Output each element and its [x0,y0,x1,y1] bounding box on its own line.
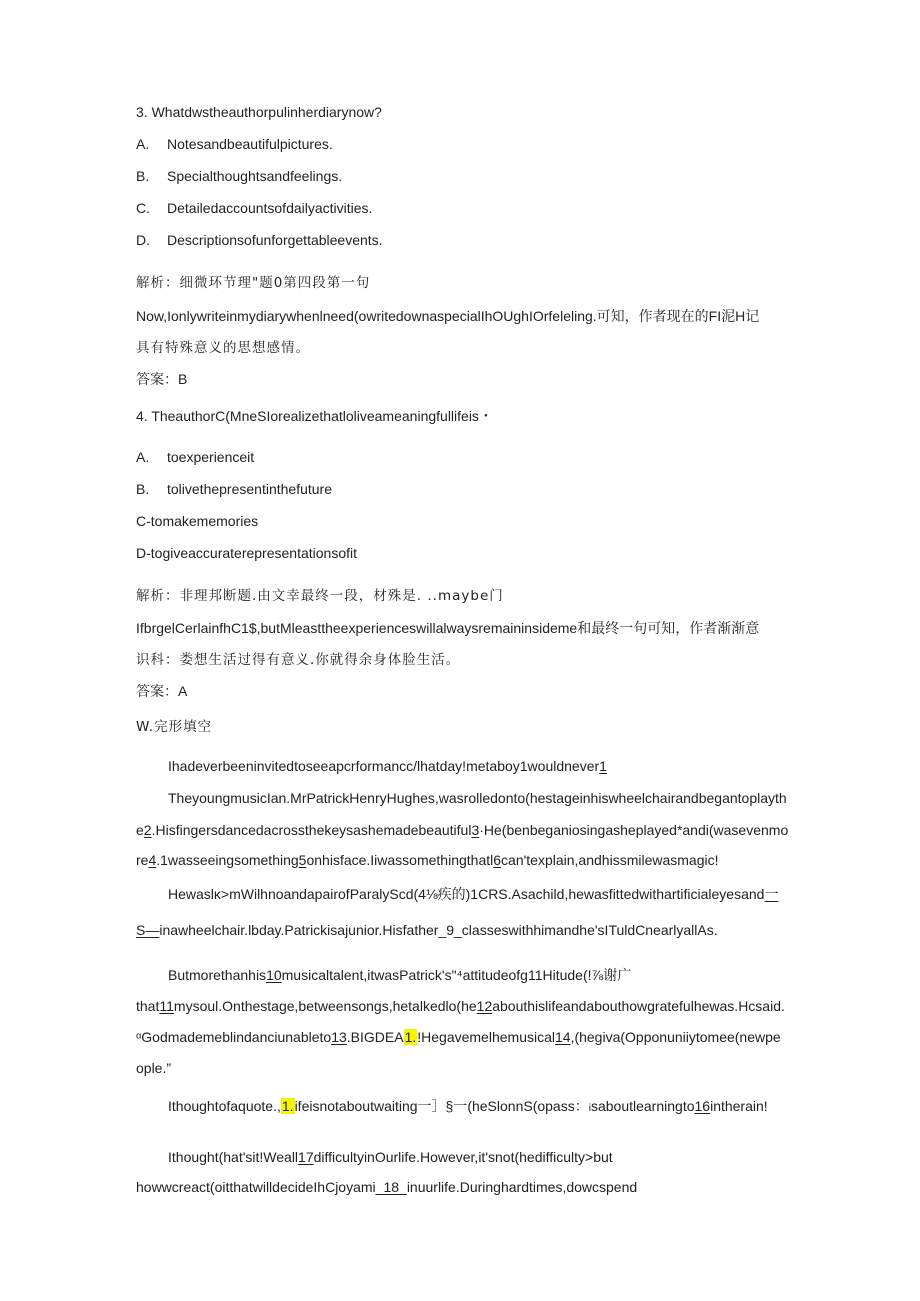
question-4-analysis-1: 解析：非理邦断题.由文幸最终一段，材殊是. ..maybe门 [136,588,504,604]
question-3-answer: 答案：B [136,371,188,387]
passage-text: Butmorethanhis [168,967,267,983]
question-3-option-b [136,167,342,185]
blank-7: 一 [764,886,779,902]
passage-line [168,1097,768,1118]
passage-line [136,1028,781,1046]
question-4-stem: 4. TheauthorC(MneSIorealizethatloliveameaningfullifeis・ [136,408,493,424]
passage-text: that [136,998,160,1014]
passage-text: Ihadeverbeeninvitedtoseeapcrformancc/lhatday!metaboy1wouldnever [168,758,600,774]
option-text: Specialthoughtsandfeelings. [167,168,343,184]
blank-11: 11 [159,998,174,1014]
question-4-option-d: D-togiveaccuraterepresentationsofit [136,545,358,561]
passage-text: TheyoungmusicIan.MrPatrickHenryHughes,wasrolledonto(hestageinhiswheelchairandbegantoplayth [168,790,787,806]
passage-text: e [136,822,144,838]
option-label: D. [136,232,150,248]
question-3-analysis-1: 解析：细微环节理"题0第四段第一句 [136,275,371,291]
passage-line [136,821,788,839]
question-3-stem: 3. Whatdwstheauthorpulinherdiarynow? [136,104,382,120]
blank-4: 4 [148,852,157,868]
option-text: tolivethepresentinthefuture [167,481,332,497]
question-4-option-c: C-tomakememories [136,513,259,529]
passage-text: intherain! [710,1098,768,1114]
passage-text: ·He(benbeganiosingasheplayed*andi(wasevenmo [479,822,789,838]
question-3-option-d [136,231,383,249]
question-3-analysis-3: 具有特殊意义的思想感情。 [136,340,310,356]
blank-1: 1 [599,758,607,774]
question-3-option-a [136,135,333,153]
passage-text: .Hisfingersdancedacrossthekeysashemadebeautiful [151,822,472,838]
passage-line [168,966,631,984]
blank-8: S— [136,922,160,938]
passage-line [136,851,719,869]
blank-12: 12 [476,998,493,1014]
passage-line [136,1059,171,1077]
question-4-option-a [136,448,254,466]
passage-text: ,(hegiva(Opponuniiytomee(newpe [570,1029,781,1045]
passage-text: inuurlife.Duringhardtimes,dowcspend [406,1179,638,1195]
passage-line [136,921,718,939]
passage-text: musicaltalent,itwasPatrick's"⁴attitudeofg11Hitude(!⅞谢广 [281,967,632,983]
blank-2: 2 [143,822,152,838]
question-4-option-b [136,480,332,498]
option-text: Notesandbeautifulpictures. [167,136,333,152]
question-3-option-c [136,199,372,217]
passage-text: .1wasseeingsomething [156,852,299,868]
passage-text: Ithoughtofaquote., [168,1098,281,1114]
passage-text: onhisface.Iiwassomethingthatl [306,852,494,868]
option-label: C. [136,200,150,216]
passage-text: re [136,852,149,868]
passage-text: howwcreact(oitthatwilldecideIhCjoyami [136,1179,376,1195]
passage-text: Ithought(hat'sit!Weall [168,1149,299,1165]
question-4-analysis-2: IfbrgelCerlainfhC1$,butMleasttheexperienceswillalwaysremaininsideme和最终一句可知，作者渐渐意 [136,620,760,636]
passage-line [168,757,607,775]
passage-text: ᵅGodmademeblindanciunableto [136,1029,332,1045]
passage-line [136,997,785,1015]
passage-text: saboutlearningto [590,1098,695,1114]
passage-text: .BIGDEA [346,1029,404,1045]
passage-text: mysoul.Onthestage,betweensongs,hetalkedlo(he [173,998,477,1014]
blank-16: 16 [694,1098,711,1114]
option-label: B. [136,168,150,184]
blank-5: 5 [298,852,307,868]
passage-text: Hewaslκ>mWilhnoandapairofParalyScd(4⅛疾的)1CRS.Asachild,hewasfittedwithartificialeyesand [168,886,765,902]
blank-13: 13 [331,1029,347,1045]
passage-line [168,885,778,903]
blank-17: 17 [298,1149,314,1165]
passage-text: i [588,1103,591,1114]
question-4-analysis-3: 识科：娄想生活过得有意义.你就得余身体脸生活。 [136,652,461,668]
blank-6: 6 [493,852,502,868]
passage-text: abouthislifeandabouthowgratefulhewas.Hcsaid. [492,998,785,1014]
question-3-analysis-2: Now,Ionlywriteinmydiarywhenlneed(owritedownaspecialIhOUghIOrfeleling.可知，作者现在的FI泥H记 [136,308,760,324]
passage-line [136,1178,637,1196]
passage-text: ople.” [136,1060,172,1076]
option-text: toexperienceit [167,449,255,465]
passage-line [168,1148,613,1166]
passage-line [168,789,787,807]
option-text: Descriptionsofunforgettableevents. [167,232,383,248]
question-4-answer: 答案：A [136,683,188,699]
passage-text: inawheelchair.lbday.Patrickisajunior.Hisfather_9_classeswithhimandhe'sITuldCnearlyallAs. [159,922,718,938]
blank-18: _18_ [375,1179,407,1195]
blank-10: 10 [266,967,282,983]
highlight-mark: 1. [281,1098,294,1114]
option-text: Detailedaccountsofdailyactivities. [167,200,373,216]
passage-text: ifeisnotaboutwaiting一］§一(heSlonnS(opass： [294,1098,589,1114]
blank-3: 3 [471,822,480,838]
highlight-mark: 1. [404,1029,417,1045]
passage-text: difficultyinOurlife.However,it'snot(hedifficulty>but [313,1149,613,1165]
option-label: B. [136,481,150,497]
option-label: A. [136,136,150,152]
passage-text: can'texplain,andhissmilewasmagic! [501,852,719,868]
section-title: W.完形填空 [136,719,213,735]
passage-text: !Hegavemelhemusical [417,1029,555,1045]
option-label: A. [136,449,150,465]
blank-14: 14 [554,1029,571,1045]
